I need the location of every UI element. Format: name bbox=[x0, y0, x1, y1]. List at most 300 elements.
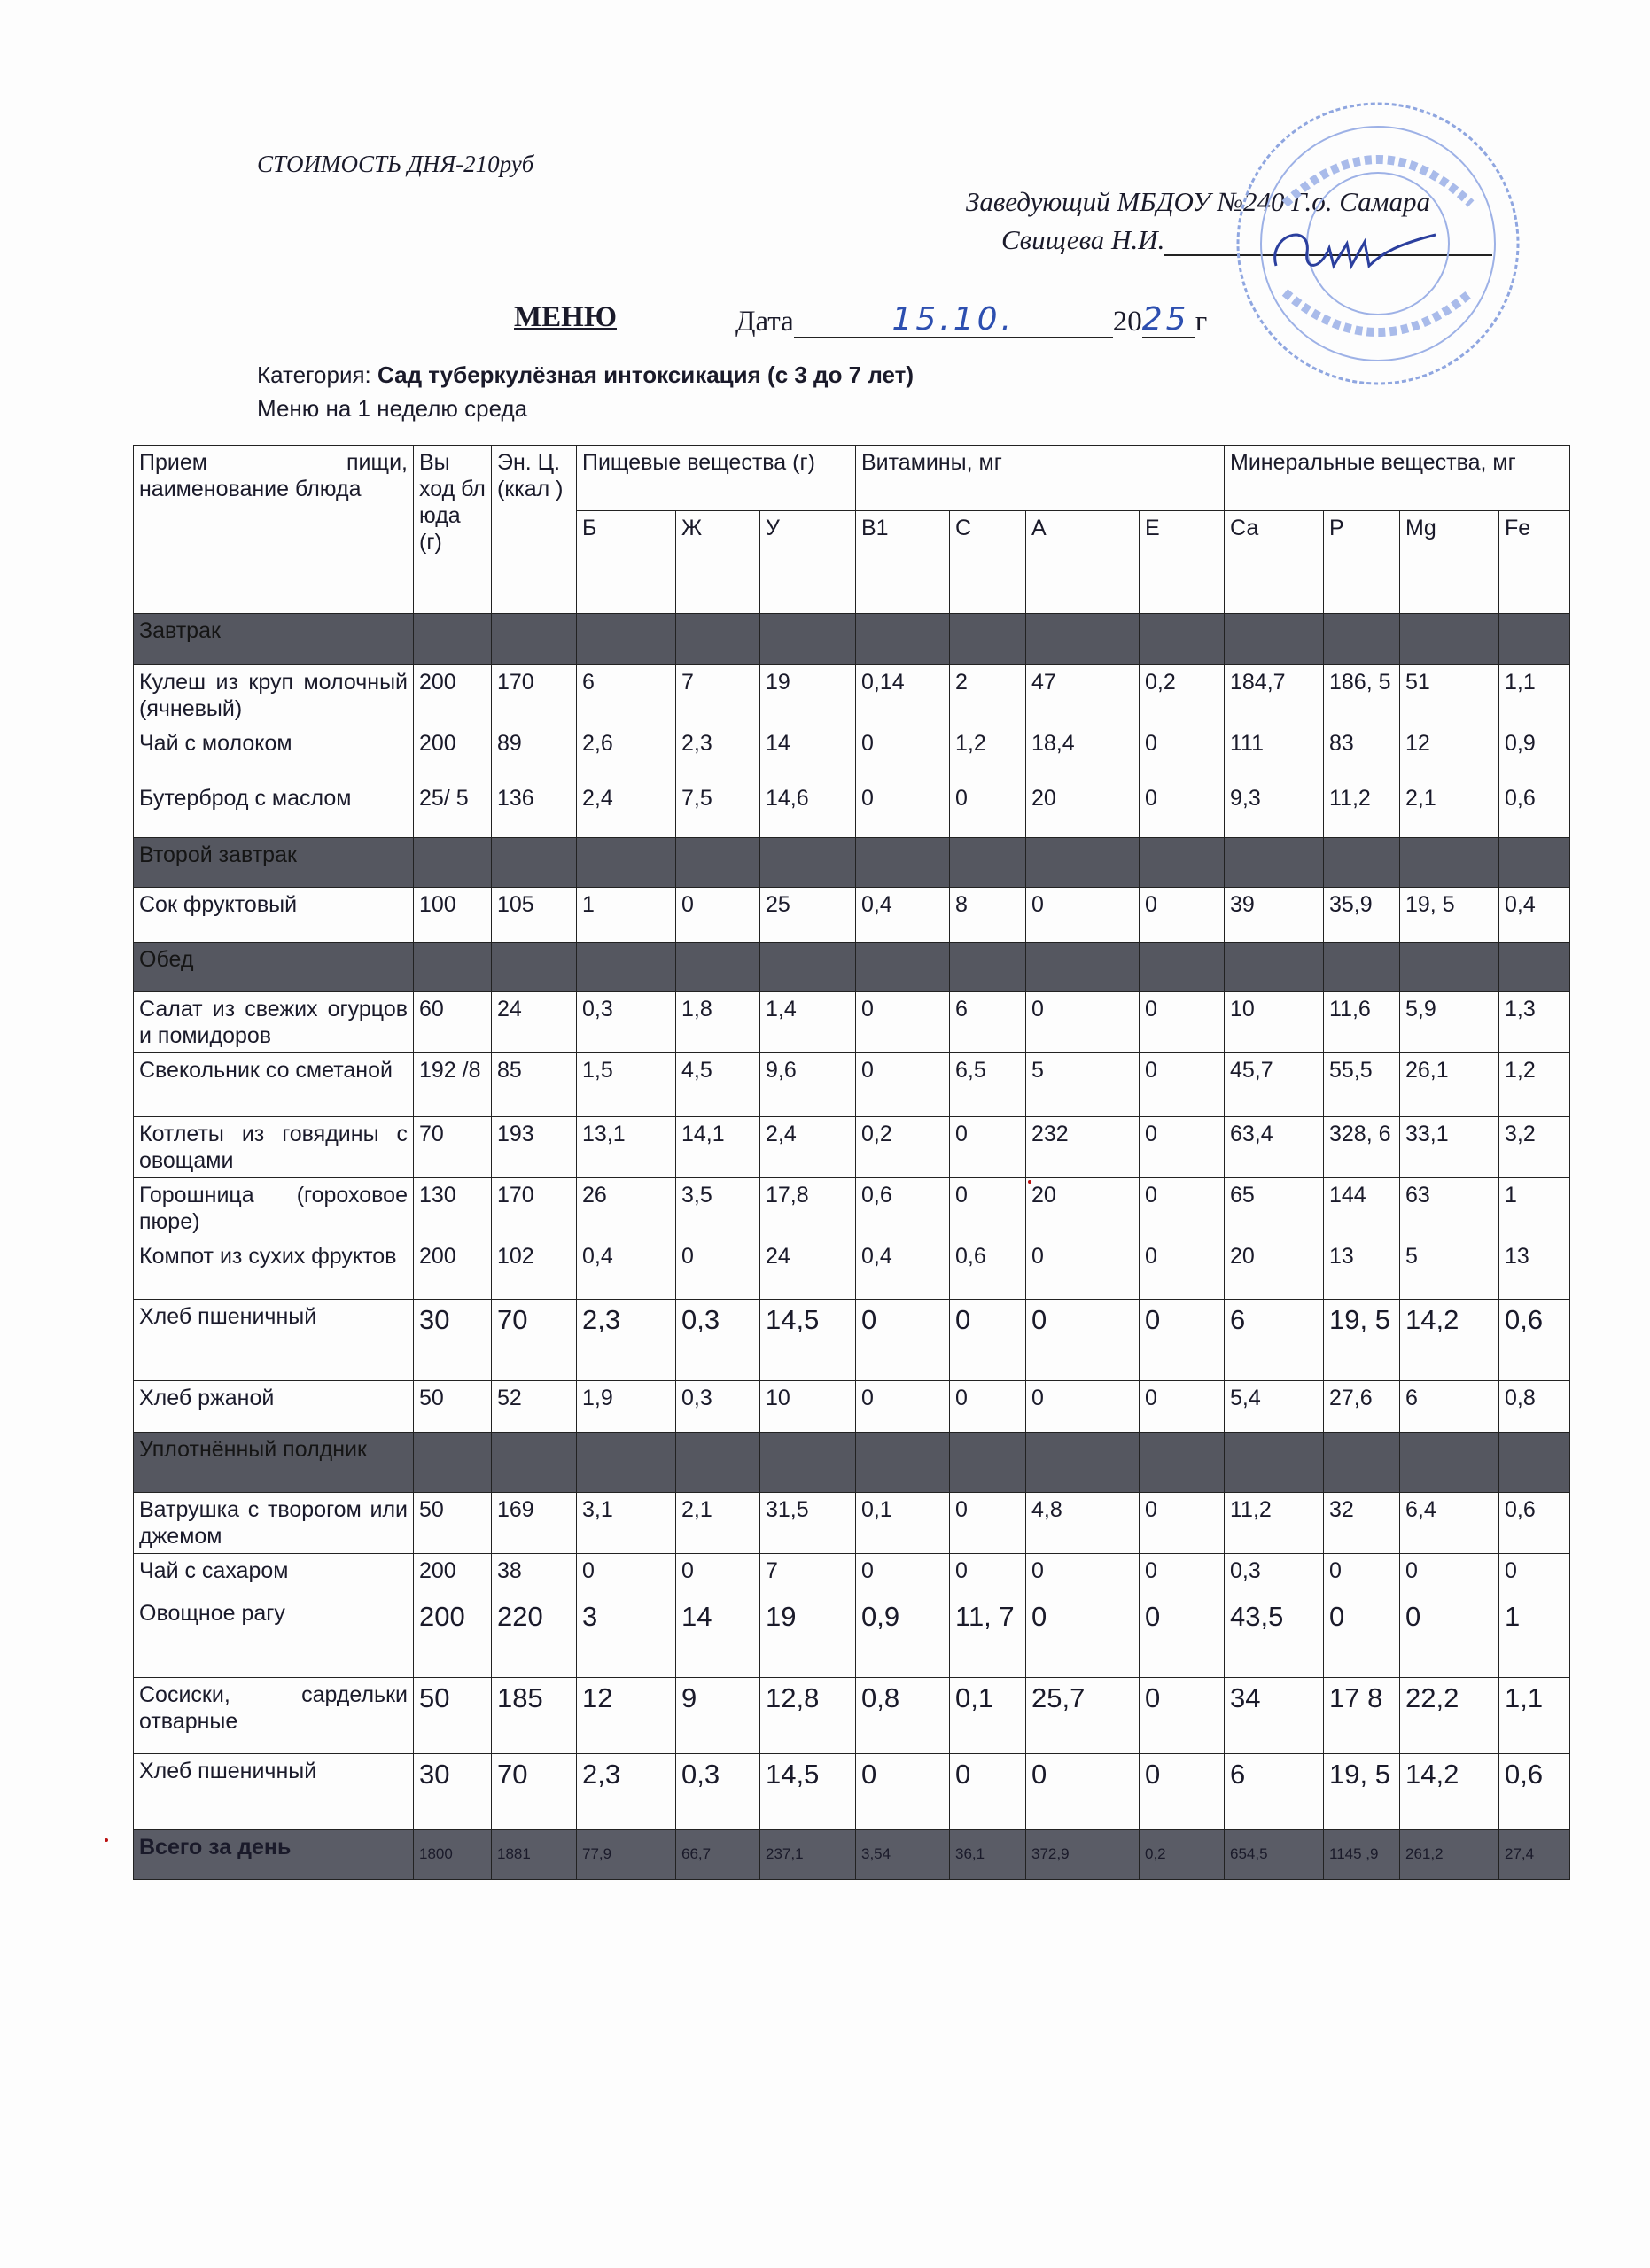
section-cell bbox=[1400, 943, 1499, 992]
table-cell: 0 bbox=[1140, 1239, 1225, 1300]
table-cell: 22,2 bbox=[1400, 1678, 1499, 1754]
dish-name: Бутерброд с маслом bbox=[134, 781, 414, 838]
table-cell: 50 bbox=[414, 1493, 492, 1554]
table-cell: 4,8 bbox=[1026, 1493, 1140, 1554]
table-cell: 1,3 bbox=[1499, 992, 1570, 1053]
table-cell: 0,4 bbox=[856, 1239, 950, 1300]
table-cell: 2,3 bbox=[676, 726, 760, 781]
section-cell bbox=[414, 614, 492, 665]
date-handwritten: 15.10. bbox=[891, 301, 1016, 338]
section-cell bbox=[1324, 614, 1400, 665]
table-cell: 200 bbox=[414, 726, 492, 781]
table-cell: 0 bbox=[856, 1053, 950, 1117]
table-cell: 0 bbox=[950, 1554, 1026, 1596]
table-cell: 0,2 bbox=[1140, 665, 1225, 726]
section-cell bbox=[760, 943, 856, 992]
table-cell: 193 bbox=[492, 1117, 577, 1178]
table-cell: 13 bbox=[1324, 1239, 1400, 1300]
section-row bbox=[134, 838, 1570, 888]
table-cell: 1 bbox=[1499, 1178, 1570, 1239]
section-cell bbox=[577, 614, 676, 665]
table-cell: 0 bbox=[950, 781, 1026, 838]
table-cell: 102 bbox=[492, 1239, 577, 1300]
section-cell bbox=[856, 1433, 950, 1493]
total-cell: 3,54 bbox=[856, 1830, 950, 1880]
table-cell: 19, 5 bbox=[1324, 1754, 1400, 1830]
table-cell: 0 bbox=[1140, 1754, 1225, 1830]
section-cell bbox=[1400, 1433, 1499, 1493]
table-cell: 0,8 bbox=[856, 1678, 950, 1754]
section-cell bbox=[1324, 838, 1400, 888]
table-cell: 0 bbox=[856, 1554, 950, 1596]
section-cell bbox=[577, 1433, 676, 1493]
table-cell: 0 bbox=[1140, 1117, 1225, 1178]
table-cell: 0 bbox=[1026, 888, 1140, 943]
table-cell: 2,6 bbox=[577, 726, 676, 781]
section-cell bbox=[1499, 838, 1570, 888]
table-cell: 0 bbox=[1026, 1300, 1140, 1381]
table-cell: 1,5 bbox=[577, 1053, 676, 1117]
table-cell: 0 bbox=[950, 1117, 1026, 1178]
section-cell bbox=[1225, 614, 1324, 665]
table-cell: 0,6 bbox=[1499, 1493, 1570, 1554]
table-cell: 0 bbox=[950, 1754, 1026, 1830]
table-cell: 0,1 bbox=[856, 1493, 950, 1554]
section-cell bbox=[950, 943, 1026, 992]
header-u: У bbox=[760, 511, 856, 614]
table-cell: 0,4 bbox=[856, 888, 950, 943]
total-cell: 77,9 bbox=[577, 1830, 676, 1880]
table-row bbox=[134, 1300, 1570, 1381]
table-cell: 6 bbox=[1400, 1381, 1499, 1433]
day-cost: СТОИМОСТЬ ДНЯ-210руб bbox=[257, 151, 534, 177]
table-cell: 50 bbox=[414, 1381, 492, 1433]
table-cell: 6 bbox=[1225, 1754, 1324, 1830]
table-cell: 25,7 bbox=[1026, 1678, 1140, 1754]
table-cell: 0 bbox=[1026, 1239, 1140, 1300]
date-label: Дата bbox=[735, 306, 794, 338]
table-cell: 0 bbox=[676, 1554, 760, 1596]
total-cell: 237,1 bbox=[760, 1830, 856, 1880]
header-ca: Са bbox=[1225, 511, 1324, 614]
table-cell: 5 bbox=[1400, 1239, 1499, 1300]
table-cell: 20 bbox=[1225, 1239, 1324, 1300]
section-cell bbox=[856, 838, 950, 888]
table-cell: 14,6 bbox=[760, 781, 856, 838]
table-cell: 55,5 bbox=[1324, 1053, 1400, 1117]
table-cell: 51 bbox=[1400, 665, 1499, 726]
table-cell: 111 bbox=[1225, 726, 1324, 781]
table-cell: 35,9 bbox=[1324, 888, 1400, 943]
table-row bbox=[134, 1678, 1570, 1754]
table-cell: 83 bbox=[1324, 726, 1400, 781]
table-row bbox=[134, 665, 1570, 726]
table-cell: 2,1 bbox=[676, 1493, 760, 1554]
table-cell: 0,3 bbox=[676, 1381, 760, 1433]
dish-name: Чай с сахаром bbox=[134, 1554, 414, 1596]
year-prefix: 20 bbox=[1112, 306, 1142, 338]
table-cell: 7 bbox=[760, 1554, 856, 1596]
header-zh: Ж bbox=[676, 511, 760, 614]
total-cell: 27,4 bbox=[1499, 1830, 1570, 1880]
date-line bbox=[735, 301, 1207, 338]
dish-name: Хлеб пшеничный bbox=[134, 1300, 414, 1381]
section-cell bbox=[760, 838, 856, 888]
section-cell bbox=[1026, 614, 1140, 665]
table-cell: 0 bbox=[1140, 781, 1225, 838]
table-cell: 14,2 bbox=[1400, 1300, 1499, 1381]
section-cell bbox=[1499, 1433, 1570, 1493]
table-cell: 10 bbox=[760, 1381, 856, 1433]
table-row bbox=[134, 1493, 1570, 1554]
table-cell: 2,1 bbox=[1400, 781, 1499, 838]
table-cell: 63 bbox=[1400, 1178, 1499, 1239]
table-cell: 0 bbox=[856, 1381, 950, 1433]
table-cell: 52 bbox=[492, 1381, 577, 1433]
table-cell: 0 bbox=[1026, 1381, 1140, 1433]
table-cell: 30 bbox=[414, 1754, 492, 1830]
total-cell: 66,7 bbox=[676, 1830, 760, 1880]
header-minerals: Минеральные вещества, мг bbox=[1225, 446, 1570, 511]
header-energy: Эн. Ц. (ккал ) bbox=[492, 446, 577, 614]
table-cell: 20 bbox=[1026, 781, 1140, 838]
table-cell: 0 bbox=[950, 1381, 1026, 1433]
table-cell: 2,3 bbox=[577, 1754, 676, 1830]
section-row bbox=[134, 1433, 1570, 1493]
table-row bbox=[134, 1178, 1570, 1239]
table-cell: 9,6 bbox=[760, 1053, 856, 1117]
table-cell: 0 bbox=[1026, 1554, 1140, 1596]
total-cell: 1800 bbox=[414, 1830, 492, 1880]
section-cell bbox=[1140, 1433, 1225, 1493]
table-cell: 200 bbox=[414, 665, 492, 726]
table-cell: 11,2 bbox=[1324, 781, 1400, 838]
table-cell: 328, 6 bbox=[1324, 1117, 1400, 1178]
section-cell bbox=[676, 1433, 760, 1493]
table-cell: 200 bbox=[414, 1596, 492, 1678]
table-cell: 0,6 bbox=[1499, 781, 1570, 838]
dish-name: Хлеб пшеничный bbox=[134, 1754, 414, 1830]
section-cell bbox=[760, 1433, 856, 1493]
table-cell: 130 bbox=[414, 1178, 492, 1239]
table-cell: 0,6 bbox=[1499, 1300, 1570, 1381]
menu-table bbox=[133, 445, 1570, 1880]
table-cell: 9 bbox=[676, 1678, 760, 1754]
table-cell: 19 bbox=[760, 1596, 856, 1678]
header-yield: Вы ход бл юда (г) bbox=[414, 446, 492, 614]
dish-name: Овощное рагу bbox=[134, 1596, 414, 1678]
total-cell: 1881 bbox=[492, 1830, 577, 1880]
header-vitamins: Витамины, мг bbox=[856, 446, 1225, 511]
approval-name: Свищева Н.И. bbox=[1001, 224, 1165, 255]
section-cell bbox=[1400, 838, 1499, 888]
header-b1: В1 bbox=[856, 511, 950, 614]
dish-name: Компот из сухих фруктов bbox=[134, 1239, 414, 1300]
table-cell: 192 /8 bbox=[414, 1053, 492, 1117]
table-cell: 3 bbox=[577, 1596, 676, 1678]
section-cell bbox=[950, 838, 1026, 888]
table-cell: 0 bbox=[1140, 1300, 1225, 1381]
table-cell: 17 8 bbox=[1324, 1678, 1400, 1754]
table-cell: 70 bbox=[492, 1754, 577, 1830]
table-cell: 33,1 bbox=[1400, 1117, 1499, 1178]
table-cell: 0,8 bbox=[1499, 1381, 1570, 1433]
header-e: Е bbox=[1140, 511, 1225, 614]
header-c: С bbox=[950, 511, 1026, 614]
table-cell: 0 bbox=[676, 888, 760, 943]
table-cell: 0,4 bbox=[1499, 888, 1570, 943]
section-cell bbox=[1324, 1433, 1400, 1493]
header-meal: Прием пищи, наименование блюда bbox=[134, 446, 414, 614]
table-cell: 27,6 bbox=[1324, 1381, 1400, 1433]
table-cell: 5,9 bbox=[1400, 992, 1499, 1053]
table-cell: 1 bbox=[1499, 1596, 1570, 1678]
table-row bbox=[134, 992, 1570, 1053]
section-cell bbox=[1026, 1433, 1140, 1493]
table-cell: 0,3 bbox=[1225, 1554, 1324, 1596]
table-cell: 8 bbox=[950, 888, 1026, 943]
header-mg: Mg bbox=[1400, 511, 1499, 614]
table-cell: 11,6 bbox=[1324, 992, 1400, 1053]
table-cell: 25 bbox=[760, 888, 856, 943]
table-cell: 4,5 bbox=[676, 1053, 760, 1117]
table-cell: 0 bbox=[1324, 1554, 1400, 1596]
section-cell bbox=[676, 614, 760, 665]
table-cell: 0 bbox=[856, 781, 950, 838]
table-cell: 14,5 bbox=[760, 1300, 856, 1381]
section-title: Завтрак bbox=[134, 614, 414, 665]
year-unit: г bbox=[1195, 306, 1208, 338]
ink-dot bbox=[1028, 1180, 1031, 1184]
table-cell: 14,5 bbox=[760, 1754, 856, 1830]
dish-name: Хлеб ржаной bbox=[134, 1381, 414, 1433]
section-cell bbox=[1499, 943, 1570, 992]
table-cell: 17,8 bbox=[760, 1178, 856, 1239]
table-cell: 14 bbox=[676, 1596, 760, 1678]
table-cell: 170 bbox=[492, 1178, 577, 1239]
table-cell: 200 bbox=[414, 1554, 492, 1596]
table-cell: 0 bbox=[1140, 1178, 1225, 1239]
table-cell: 1,4 bbox=[760, 992, 856, 1053]
table-cell: 184,7 bbox=[1225, 665, 1324, 726]
table-row bbox=[134, 781, 1570, 838]
ink-dot bbox=[105, 1838, 108, 1842]
header-fe: Fe bbox=[1499, 511, 1570, 614]
table-cell: 70 bbox=[492, 1300, 577, 1381]
table-cell: 43,5 bbox=[1225, 1596, 1324, 1678]
table-cell: 20 bbox=[1026, 1178, 1140, 1239]
table-cell: 0 bbox=[950, 1493, 1026, 1554]
table-cell: 12,8 bbox=[760, 1678, 856, 1754]
table-cell: 0,2 bbox=[856, 1117, 950, 1178]
dish-name: Сок фруктовый bbox=[134, 888, 414, 943]
section-cell bbox=[1225, 838, 1324, 888]
section-cell bbox=[492, 614, 577, 665]
table-cell: 26 bbox=[577, 1178, 676, 1239]
table-cell: 32 bbox=[1324, 1493, 1400, 1554]
table-cell: 0,9 bbox=[1499, 726, 1570, 781]
table-cell: 200 bbox=[414, 1239, 492, 1300]
table-cell: 6 bbox=[577, 665, 676, 726]
table-cell: 1,1 bbox=[1499, 665, 1570, 726]
table-cell: 0,6 bbox=[856, 1178, 950, 1239]
section-cell bbox=[950, 614, 1026, 665]
table-cell: 19, 5 bbox=[1400, 888, 1499, 943]
table-cell: 6 bbox=[950, 992, 1026, 1053]
section-cell bbox=[414, 1433, 492, 1493]
table-cell: 0 bbox=[856, 726, 950, 781]
dish-name: Сосиски, сардельки отварные bbox=[134, 1678, 414, 1754]
table-cell: 30 bbox=[414, 1300, 492, 1381]
dish-name: Салат из свежих огурцов и помидоров bbox=[134, 992, 414, 1053]
table-cell: 0 bbox=[1140, 1596, 1225, 1678]
section-cell bbox=[492, 943, 577, 992]
table-cell: 6 bbox=[1225, 1300, 1324, 1381]
table-cell: 2,3 bbox=[577, 1300, 676, 1381]
category-value: Сад туберкулёзная интоксикация (с 3 до 7 лет) bbox=[377, 361, 915, 388]
table-cell: 1,1 bbox=[1499, 1678, 1570, 1754]
table-cell: 0 bbox=[1140, 1381, 1225, 1433]
section-cell bbox=[414, 838, 492, 888]
table-cell: 38 bbox=[492, 1554, 577, 1596]
table-cell: 0 bbox=[1400, 1554, 1499, 1596]
table-cell: 50 bbox=[414, 1678, 492, 1754]
table-cell: 13 bbox=[1499, 1239, 1570, 1300]
section-title: Второй завтрак bbox=[134, 838, 414, 888]
table-cell: 0 bbox=[856, 1300, 950, 1381]
table-cell: 1,2 bbox=[950, 726, 1026, 781]
table-cell: 63,4 bbox=[1225, 1117, 1324, 1178]
header-nutrients: Пищевые вещества (г) bbox=[577, 446, 856, 511]
table-cell: 186, 5 bbox=[1324, 665, 1400, 726]
table-cell: 0 bbox=[676, 1239, 760, 1300]
section-cell bbox=[1026, 943, 1140, 992]
table-cell: 26,1 bbox=[1400, 1053, 1499, 1117]
section-cell bbox=[1140, 943, 1225, 992]
table-cell: 19 bbox=[760, 665, 856, 726]
table-cell: 24 bbox=[760, 1239, 856, 1300]
category-line bbox=[257, 361, 914, 389]
table-cell: 39 bbox=[1225, 888, 1324, 943]
header-p: Р bbox=[1324, 511, 1400, 614]
table-cell: 2 bbox=[950, 665, 1026, 726]
table-cell: 7,5 bbox=[676, 781, 760, 838]
table-cell: 5 bbox=[1026, 1053, 1140, 1117]
table-cell: 0 bbox=[1140, 888, 1225, 943]
table-cell: 0,1 bbox=[950, 1678, 1026, 1754]
total-cell: 372,9 bbox=[1026, 1830, 1140, 1880]
week-line: Меню на 1 неделю среда bbox=[257, 395, 528, 422]
table-cell: 0 bbox=[1140, 992, 1225, 1053]
total-cell: 0,2 bbox=[1140, 1830, 1225, 1880]
total-cell: 36,1 bbox=[950, 1830, 1026, 1880]
table-cell: 0 bbox=[1400, 1596, 1499, 1678]
table-cell: 0,4 bbox=[577, 1239, 676, 1300]
table-cell: 1,9 bbox=[577, 1381, 676, 1433]
table-cell: 19, 5 bbox=[1324, 1300, 1400, 1381]
table-cell: 0,3 bbox=[676, 1300, 760, 1381]
table-cell: 12 bbox=[1400, 726, 1499, 781]
section-cell bbox=[492, 838, 577, 888]
table-cell: 232 bbox=[1026, 1117, 1140, 1178]
table-cell: 169 bbox=[492, 1493, 577, 1554]
section-cell bbox=[1140, 614, 1225, 665]
table-cell: 0,9 bbox=[856, 1596, 950, 1678]
section-row bbox=[134, 614, 1570, 665]
table-row bbox=[134, 1754, 1570, 1830]
dish-name: Чай с молоком bbox=[134, 726, 414, 781]
table-cell: 13,1 bbox=[577, 1117, 676, 1178]
table-cell: 0 bbox=[1324, 1596, 1400, 1678]
table-cell: 70 bbox=[414, 1117, 492, 1178]
table-cell: 0,14 bbox=[856, 665, 950, 726]
table-cell: 2,4 bbox=[760, 1117, 856, 1178]
section-cell bbox=[676, 838, 760, 888]
table-cell: 105 bbox=[492, 888, 577, 943]
table-cell: 170 bbox=[492, 665, 577, 726]
dish-name: Котлеты из говядины с овощами bbox=[134, 1117, 414, 1178]
table-cell: 0 bbox=[856, 992, 950, 1053]
section-cell bbox=[1225, 943, 1324, 992]
table-cell: 0 bbox=[1026, 992, 1140, 1053]
table-row bbox=[134, 1554, 1570, 1596]
section-cell bbox=[1499, 614, 1570, 665]
table-cell: 9,3 bbox=[1225, 781, 1324, 838]
table-cell: 25/ 5 bbox=[414, 781, 492, 838]
section-cell bbox=[676, 943, 760, 992]
year-handwritten: 25 bbox=[1141, 301, 1190, 338]
table-row bbox=[134, 1239, 1570, 1300]
table-cell: 0 bbox=[1140, 1053, 1225, 1117]
table-cell: 10 bbox=[1225, 992, 1324, 1053]
table-cell: 0 bbox=[950, 1178, 1026, 1239]
table-cell: 14,2 bbox=[1400, 1754, 1499, 1830]
table-cell: 18,4 bbox=[1026, 726, 1140, 781]
table-cell: 45,7 bbox=[1225, 1053, 1324, 1117]
table-cell: 5,4 bbox=[1225, 1381, 1324, 1433]
table-cell: 65 bbox=[1225, 1178, 1324, 1239]
header-b: Б bbox=[577, 511, 676, 614]
table-cell: 0,3 bbox=[676, 1754, 760, 1830]
section-title: Обед bbox=[134, 943, 414, 992]
table-cell: 85 bbox=[492, 1053, 577, 1117]
dish-name: Свекольник со сметаной bbox=[134, 1053, 414, 1117]
total-cell: 261,2 bbox=[1400, 1830, 1499, 1880]
section-cell bbox=[856, 614, 950, 665]
category-label: Категория: bbox=[257, 361, 371, 388]
table-row bbox=[134, 1596, 1570, 1678]
section-cell bbox=[577, 943, 676, 992]
approval-position: Заведующий МБДОУ №240 Г.о. Самара bbox=[966, 186, 1430, 217]
section-cell bbox=[950, 1433, 1026, 1493]
table-cell: 136 bbox=[492, 781, 577, 838]
table-cell: 220 bbox=[492, 1596, 577, 1678]
table-cell: 0 bbox=[1026, 1596, 1140, 1678]
total-cell: 1145 ,9 bbox=[1324, 1830, 1400, 1880]
table-cell: 7 bbox=[676, 665, 760, 726]
table-row bbox=[134, 1053, 1570, 1117]
section-cell bbox=[414, 943, 492, 992]
section-cell bbox=[1324, 943, 1400, 992]
table-cell: 0 bbox=[950, 1300, 1026, 1381]
table-cell: 2,4 bbox=[577, 781, 676, 838]
section-cell bbox=[1400, 614, 1499, 665]
table-cell: 0 bbox=[1026, 1754, 1140, 1830]
table-cell: 11,2 bbox=[1225, 1493, 1324, 1554]
page-title: МЕНЮ bbox=[514, 301, 617, 333]
table-row bbox=[134, 1381, 1570, 1433]
table-cell: 34 bbox=[1225, 1678, 1324, 1754]
